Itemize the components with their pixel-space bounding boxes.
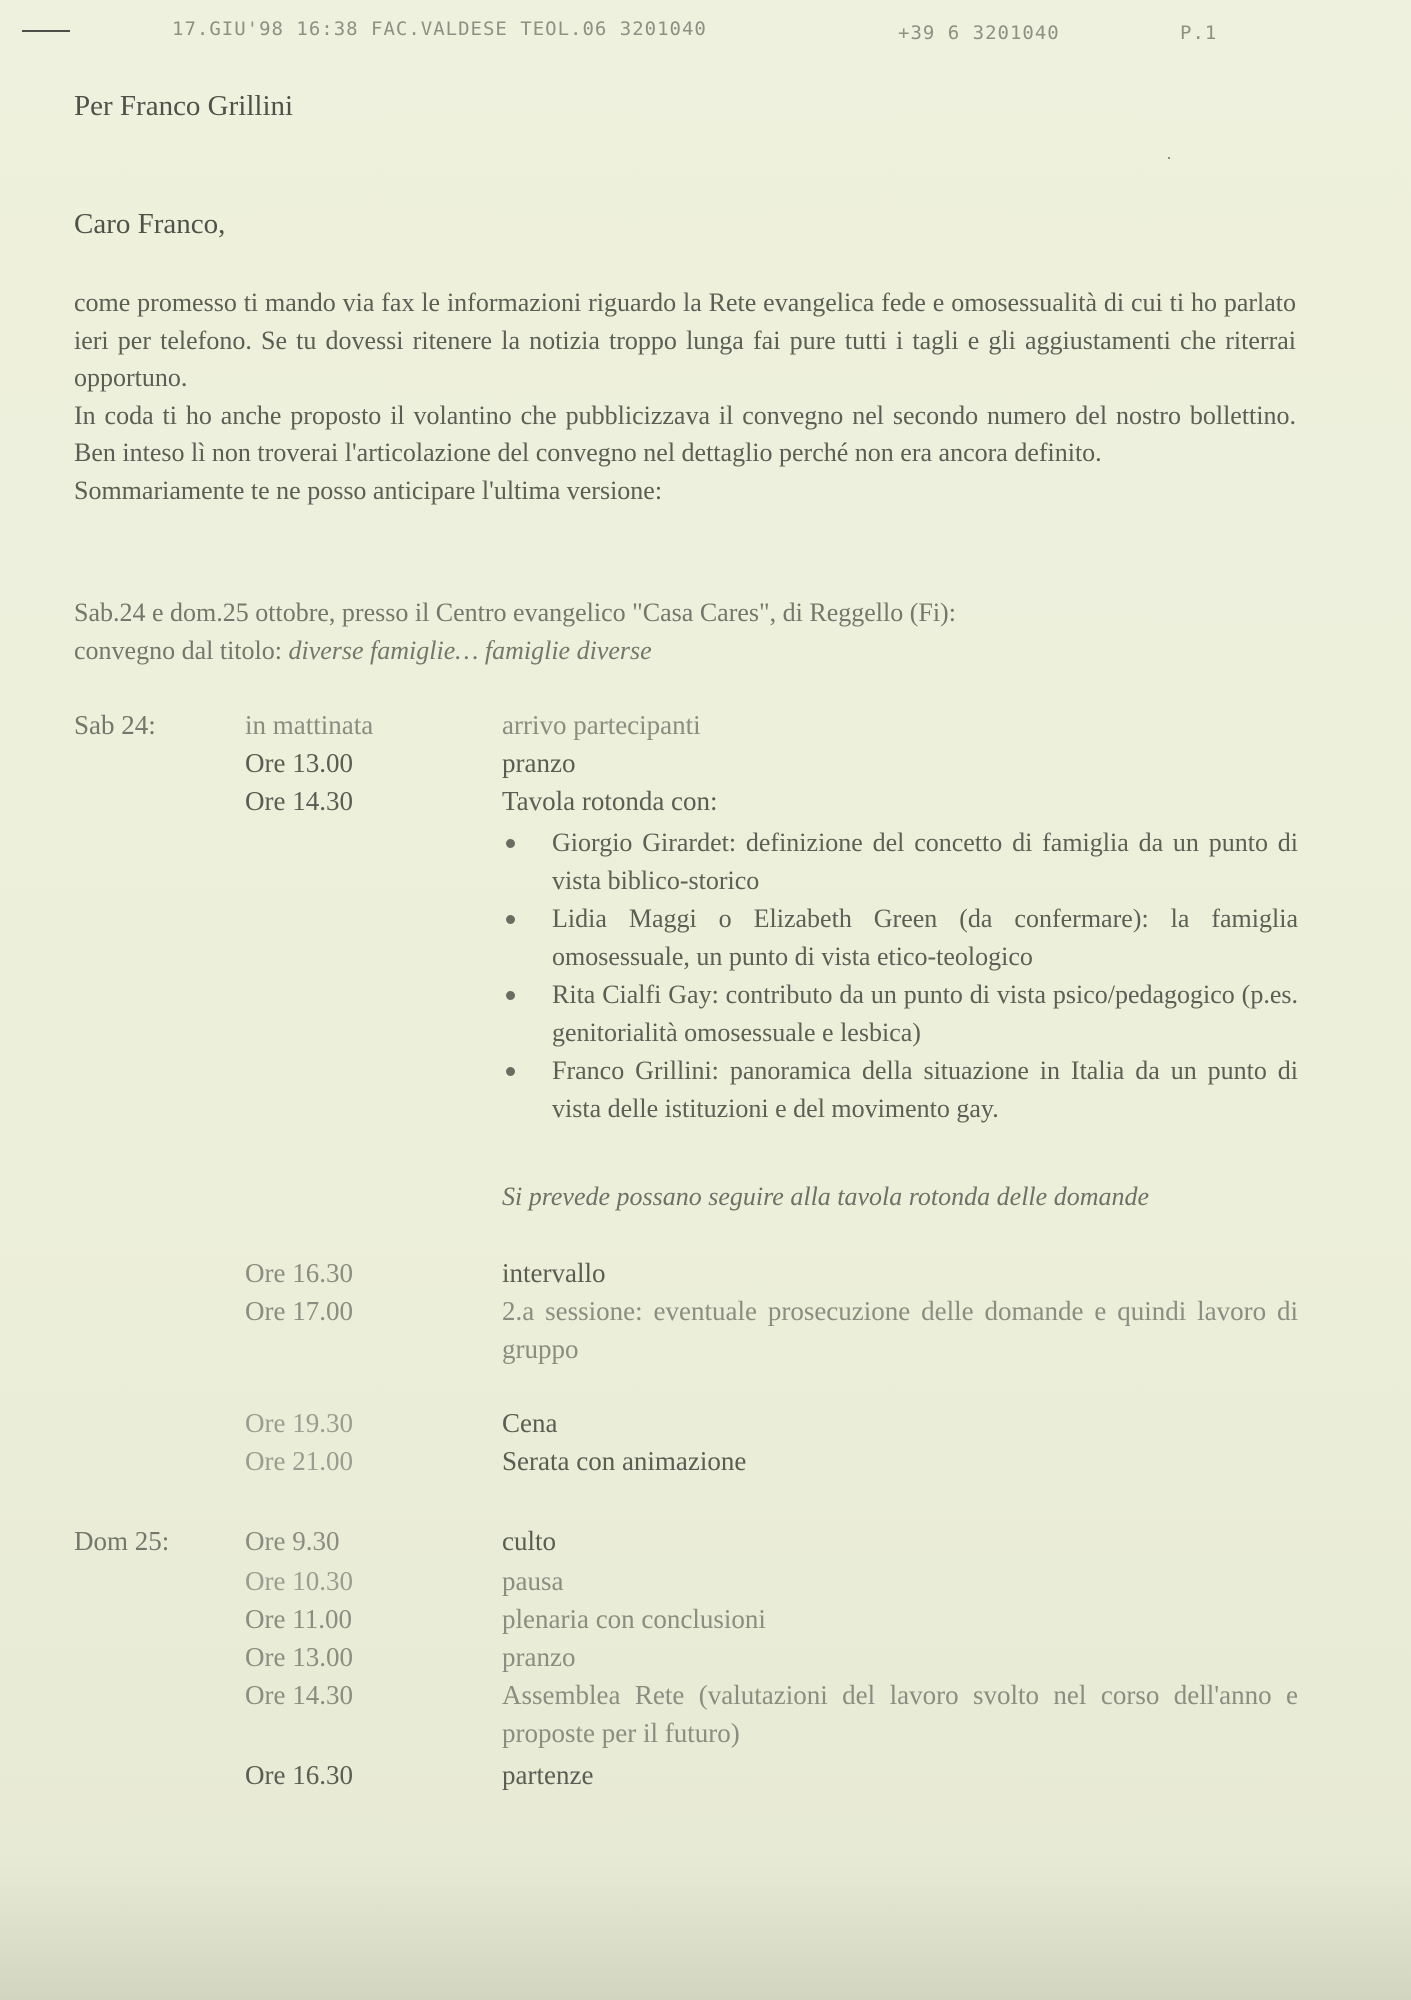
schedule-time: Ore 13.00 bbox=[245, 748, 353, 778]
schedule-activity: intervallo bbox=[502, 1258, 606, 1288]
round-table-note: Si prevede possano seguire alla tavola rotonda delle domande bbox=[502, 1182, 1150, 1211]
day-label-sunday: Dom 25: bbox=[74, 1526, 170, 1556]
schedule-activity: arrivo partecipanti bbox=[502, 710, 701, 740]
event-line: Sab.24 e dom.25 ottobre, presso il Centro evangelico "Casa Cares", di Reggello (Fi): bbox=[74, 598, 956, 627]
round-table-list bbox=[502, 824, 1298, 1128]
paragraph: come promesso ti mando via fax le informazioni riguardo la Rete evangelica fede e omosessualità di cui ti ho parlato ieri per telefono. Se tu dovessi ritenere la notizia troppo lunga fai pure tutti i tagli e gli aggiustamenti che riterrai opportuno. bbox=[74, 288, 1296, 392]
round-table-item bbox=[502, 1052, 1298, 1128]
schedule-activity: 2.a sessione: eventuale prosecuzione delle domande e quindi lavoro di gruppo bbox=[502, 1296, 1298, 1364]
schedule-time: Ore 9.30 bbox=[245, 1526, 340, 1556]
round-table-item bbox=[502, 824, 1298, 900]
event-title: diverse famiglie… famiglie diverse bbox=[288, 635, 652, 665]
recipient-line: Per Franco Grillini bbox=[74, 90, 294, 122]
fax-number: +39 6 3201040 bbox=[898, 22, 1060, 44]
schedule-activity: pranzo bbox=[502, 1642, 576, 1672]
bullet-icon bbox=[506, 991, 515, 1000]
schedule-time: Ore 16.30 bbox=[245, 1258, 353, 1288]
greeting: Caro Franco, bbox=[74, 208, 226, 240]
schedule-time: Ore 14.30 bbox=[245, 1680, 353, 1710]
event-title-prefix: convegno dal titolo: bbox=[74, 635, 289, 665]
schedule-activity: Cena bbox=[502, 1408, 558, 1438]
schedule-time: in mattinata bbox=[245, 710, 374, 740]
bullet-icon bbox=[506, 915, 515, 924]
round-table-text: Rita Cialfi Gay: contributo da un punto di vista psico/pedagogico (p.es. genitorialità omosessuale e lesbica) bbox=[552, 980, 1298, 1047]
round-table-text: Lidia Maggi o Elizabeth Green (da confermare): la famiglia omosessuale, un punto di vista etico-teologico bbox=[552, 904, 1298, 971]
round-table-item bbox=[502, 976, 1298, 1052]
schedule-activity: Assemblea Rete (valutazioni del lavoro svolto nel corso dell'anno e proposte per il futuro) bbox=[502, 1680, 1298, 1748]
schedule-time: Ore 19.30 bbox=[245, 1408, 353, 1438]
schedule-activity: plenaria con conclusioni bbox=[502, 1604, 766, 1634]
schedule-time: Ore 13.00 bbox=[245, 1642, 353, 1672]
schedule-activity: pranzo bbox=[502, 748, 576, 778]
schedule-activity: Serata con animazione bbox=[502, 1446, 747, 1476]
round-table-item bbox=[502, 900, 1298, 976]
schedule-time: Ore 14.30 bbox=[245, 786, 353, 816]
schedule-activity: culto bbox=[502, 1526, 556, 1556]
schedule-time: Ore 16.30 bbox=[245, 1760, 353, 1790]
schedule-activity: Tavola rotonda con: bbox=[502, 786, 718, 816]
round-table-text: Franco Grillini: panoramica della situazione in Italia da un punto di vista delle istituzioni e del movimento gay. bbox=[552, 1056, 1298, 1123]
fax-page-number: P.1 bbox=[1180, 22, 1218, 44]
paragraph: Sommariamente te ne posso anticipare l'ultima versione: bbox=[74, 475, 663, 505]
schedule-time: Ore 21.00 bbox=[245, 1446, 353, 1476]
schedule-activity: pausa bbox=[502, 1566, 564, 1596]
schedule-time: Ore 17.00 bbox=[245, 1296, 353, 1326]
round-table-text: Giorgio Girardet: definizione del concetto di famiglia da un punto di vista biblico-storico bbox=[552, 828, 1298, 895]
paragraph: In coda ti ho anche proposto il volantino che pubblicizzava il convegno nel secondo numero del nostro bollettino. Ben inteso lì non troverai l'articolazione del convegno nel dettaglio perché non era ancora definito. bbox=[74, 400, 1296, 467]
schedule-activity: partenze bbox=[502, 1760, 594, 1790]
schedule-time: Ore 10.30 bbox=[245, 1566, 353, 1596]
schedule-time: Ore 11.00 bbox=[245, 1604, 352, 1634]
fax-header-text: 17.GIU'98 16:38 FAC.VALDESE TEOL.06 3201040 bbox=[172, 18, 707, 40]
bullet-icon bbox=[506, 839, 515, 848]
bullet-icon bbox=[506, 1067, 515, 1076]
day-label-saturday: Sab 24: bbox=[74, 710, 156, 740]
